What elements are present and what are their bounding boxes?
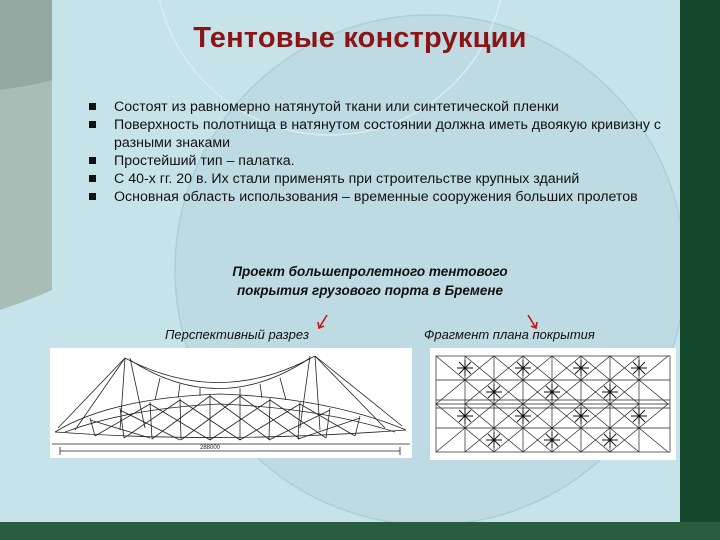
right-figure-label: Фрагмент плана покрытия	[424, 327, 595, 342]
bullet-item	[88, 152, 668, 170]
slide-title: Тентовые конструкции	[193, 22, 527, 54]
figure-caption-line: покрытия грузового порта в Бремене	[236, 283, 504, 298]
bullet-text: Основная область использования – временные сооружения больших пролетов	[114, 189, 638, 205]
left-figure-label: Перспективный разрез	[165, 327, 310, 342]
arrow-down-left-icon	[316, 314, 330, 332]
square-bullet-icon	[89, 157, 96, 164]
bullet-list	[88, 98, 668, 206]
bullet-item	[88, 98, 668, 116]
bullet-item	[88, 188, 668, 206]
square-bullet-icon	[89, 175, 96, 182]
roof-plan-drawing	[430, 348, 676, 460]
bullet-text: Простейший тип – палатка.	[114, 153, 295, 169]
square-bullet-icon	[89, 103, 96, 110]
square-bullet-icon	[89, 193, 96, 200]
bullet-item	[88, 170, 668, 188]
bullet-text: Состоят из равномерно натянутой ткани или синтетической пленки	[114, 99, 559, 115]
figure-caption-line: Проект большепролетного тентового	[232, 264, 508, 279]
arrow-down-right-icon	[525, 314, 539, 332]
bullet-text: С 40-х гг. 20 в. Их стали применять при строительстве крупных зданий	[114, 171, 580, 187]
bullet-text: Поверхность полотнища в натянутом состоянии должна иметь двоякую кривизну с разными знаками	[114, 117, 662, 151]
dimension-label: 288000	[200, 445, 221, 451]
bullet-item	[88, 116, 668, 152]
figure-caption	[170, 262, 570, 300]
square-bullet-icon	[89, 121, 96, 128]
perspective-section-drawing	[50, 348, 412, 458]
